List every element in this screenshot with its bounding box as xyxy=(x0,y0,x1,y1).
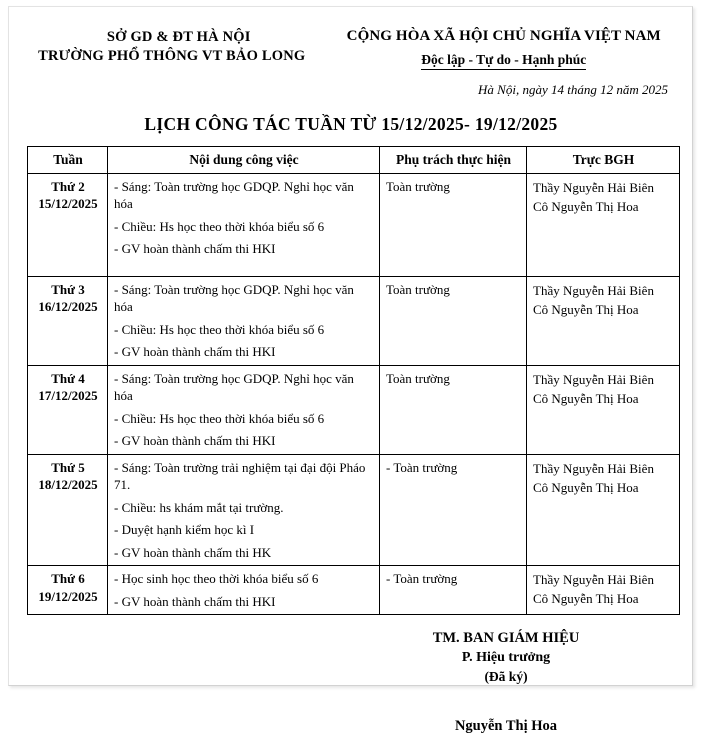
task-line: - Chiều: hs khám mắt tại trường. xyxy=(114,499,284,515)
duty-person: Cô Nguyễn Thị Hoa xyxy=(533,198,639,214)
date-label: 15/12/2025 xyxy=(38,196,98,211)
task-line: - GV hoàn thành chấm thi HKI xyxy=(114,241,276,256)
duty-person: Thầy Nguyễn Hải Biên xyxy=(533,179,654,195)
week-cell xyxy=(28,566,108,615)
document-content xyxy=(26,26,676,735)
task-line: - GV hoàn thành chấm thi HK xyxy=(114,544,272,560)
task-line: - GV hoàn thành chấm thi HKI xyxy=(114,593,276,609)
task-line: - Sáng: Toàn trường học GDQP. Nghỉ học văn hóa xyxy=(114,178,354,211)
signature-authority: TM. BAN GIÁM HIỆU xyxy=(432,630,580,646)
table-row xyxy=(28,173,680,276)
responsible-cell: - Toàn trường xyxy=(380,566,527,615)
date-label: 17/12/2025 xyxy=(38,388,98,403)
week-cell xyxy=(28,276,108,365)
task-cell xyxy=(108,454,380,566)
task-line: - Học sinh học theo thời khóa biểu số 6 xyxy=(114,571,319,586)
duty-cell xyxy=(527,454,680,566)
task-cell xyxy=(108,173,380,276)
table-header-row xyxy=(28,147,680,174)
column-header-week: Tuần xyxy=(28,147,108,174)
task-line: - Sáng: Toàn trường học GDQP. Nghỉ học văn hóa xyxy=(114,281,354,314)
responsible-cell: Toàn trường xyxy=(380,365,527,454)
responsible-cell: Toàn trường xyxy=(380,276,527,365)
table-row xyxy=(28,276,680,365)
task-line: - GV hoàn thành chấm thi HKI xyxy=(114,344,276,359)
signature-block xyxy=(26,629,676,735)
week-cell xyxy=(28,454,108,566)
duty-person: Cô Nguyễn Thị Hoa xyxy=(533,479,639,495)
duty-person: Cô Nguyễn Thị Hoa xyxy=(533,390,639,406)
national-title: CỘNG HÒA XÃ HỘI CHỦ NGHĨA VIỆT NAM xyxy=(346,28,661,44)
national-heading-block xyxy=(332,26,677,98)
task-line: - Chiều: Hs học theo thời khóa biểu số 6 xyxy=(114,410,325,426)
duty-cell xyxy=(527,566,680,615)
day-label: Thứ 3 xyxy=(51,281,85,297)
duty-cell xyxy=(527,173,680,276)
day-label: Thứ 2 xyxy=(51,178,85,194)
duty-person: Thầy Nguyễn Hải Biên xyxy=(533,282,654,298)
task-line: - Duyệt hạnh kiểm học kì I xyxy=(114,522,255,537)
day-label: Thứ 5 xyxy=(51,459,85,475)
duty-person: Thầy Nguyễn Hải Biên xyxy=(533,460,654,476)
issue-date: Hà Nội, ngày 14 tháng 12 năm 2025 xyxy=(478,82,668,97)
week-cell xyxy=(28,365,108,454)
task-cell xyxy=(108,365,380,454)
signature-role: P. Hiệu trưởng xyxy=(461,650,551,665)
responsible-cell: - Toàn trường xyxy=(380,454,527,566)
task-line: - Chiều: Hs học theo thời khóa biểu số 6 xyxy=(114,321,325,337)
school-name: TRƯỜNG PHỔ THÔNG VT BẢO LONG xyxy=(38,48,306,64)
national-motto: Độc lập - Tự do - Hạnh phúc xyxy=(421,51,586,70)
column-header-task: Nội dung công việc xyxy=(108,147,380,174)
page-title: LỊCH CÔNG TÁC TUẦN TỪ 15/12/2025- 19/12/2025 xyxy=(144,114,558,134)
date-label: 18/12/2025 xyxy=(38,477,98,492)
weekly-schedule-table xyxy=(27,146,680,615)
responsible-cell: Toàn trường xyxy=(380,173,527,276)
table-row xyxy=(28,454,680,566)
task-line: - Sáng: Toàn trường trải nghiệm tại đại đội Pháo 71. xyxy=(114,459,366,492)
day-label: Thứ 4 xyxy=(51,370,85,386)
duty-cell xyxy=(527,365,680,454)
date-label: 16/12/2025 xyxy=(38,299,98,314)
duty-person: Cô Nguyễn Thị Hoa xyxy=(533,591,639,606)
task-line: - Chiều: Hs học theo thời khóa biểu số 6 xyxy=(114,218,325,234)
column-header-duty: Trực BGH xyxy=(527,147,680,174)
task-line: - GV hoàn thành chấm thi HKI xyxy=(114,433,276,448)
day-label: Thứ 6 xyxy=(51,571,85,586)
column-header-responsible: Phụ trách thực hiện xyxy=(380,147,527,174)
duty-person: Cô Nguyễn Thị Hoa xyxy=(533,301,639,317)
duty-cell xyxy=(527,276,680,365)
table-row xyxy=(28,566,680,615)
signature-name: Nguyễn Thị Hoa xyxy=(454,718,558,734)
document-header xyxy=(26,26,676,98)
department-name: SỞ GD & ĐT HÀ NỘI xyxy=(106,29,251,45)
task-cell xyxy=(108,276,380,365)
duty-person: Thầy Nguyễn Hải Biên xyxy=(533,371,654,387)
week-cell xyxy=(28,173,108,276)
issuing-authority-block xyxy=(26,26,332,66)
duty-person: Thầy Nguyễn Hải Biên xyxy=(533,572,654,587)
table-row xyxy=(28,365,680,454)
task-line: - Sáng: Toàn trường học GDQP. Nghỉ học văn hóa xyxy=(114,370,354,403)
task-cell xyxy=(108,566,380,615)
document-page xyxy=(8,6,693,734)
date-label: 19/12/2025 xyxy=(38,588,98,604)
signature-signed-note: (Đã ký) xyxy=(484,669,528,684)
